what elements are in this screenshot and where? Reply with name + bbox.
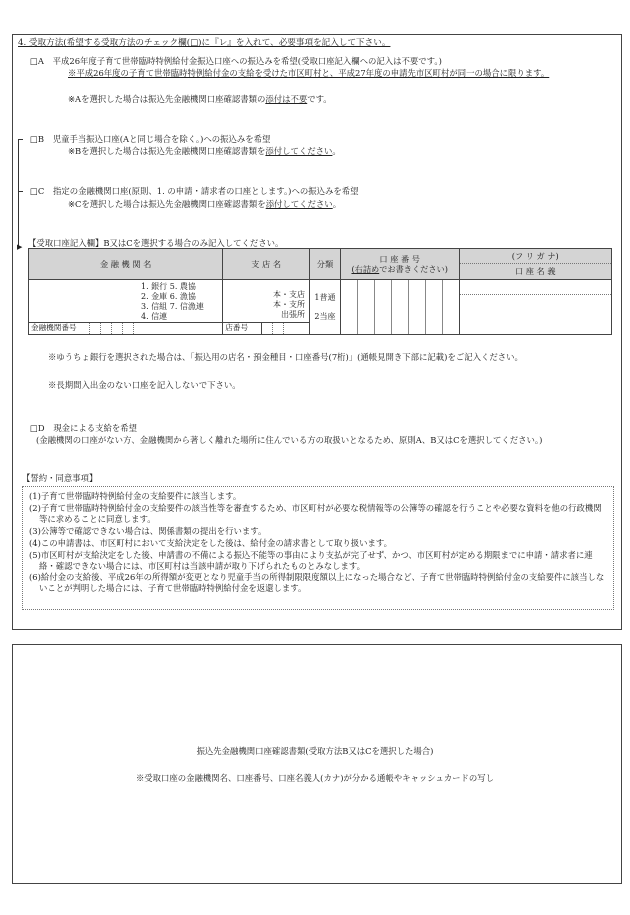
section-title: 4. 受取方法(希望する受取方法のチェック欄(□)に『レ』を入れて、必要事項を記入して下さい。 xyxy=(18,38,391,48)
account-section-title: 【受取口座記入欄】B又はCを選択する場合のみ記入してください。 xyxy=(28,238,284,248)
option-b[interactable] xyxy=(30,134,270,145)
branch-type-list: 本・支店 本・支所 出張所 xyxy=(273,290,305,319)
option-c-note: ※Cを選択した場合は振込先金融機関口座確認書類を添付してください。 xyxy=(68,199,342,209)
note-long-unused: ※長期間入出金のない口座を記入しないで下さい。 xyxy=(48,380,241,390)
option-b-label: 児童手当振込口座(Aと同じ場合を除く。)への振込みを希望 xyxy=(52,134,271,144)
option-c-label: 指定の金融機関口座(原則、1. の申請・請求者の口座とします。)への振込みを希望 xyxy=(53,186,359,196)
option-d-checkbox[interactable]: □D xyxy=(30,423,45,433)
bracket-arrow: ▶ xyxy=(17,243,23,251)
option-c[interactable] xyxy=(30,186,358,197)
bracket-tick-b xyxy=(18,139,23,140)
pledge-box xyxy=(22,486,614,610)
account-type-current[interactable]: 2当座 xyxy=(314,312,336,321)
option-d-label: 現金による支給を希望 xyxy=(53,423,138,433)
option-a-checkbox[interactable]: □A xyxy=(30,56,44,66)
bank-name-cell[interactable] xyxy=(29,280,223,335)
branch-name-cell[interactable] xyxy=(223,280,310,335)
attachment-note: ※受取口座の金融機関名、口座番号、口座名義人(カナ)が分かる通帳やキャッシュカードの写し xyxy=(135,773,495,783)
bank-type-list: 1. 銀行 5. 農協 2. 金庫 6. 漁協 3. 信組 7. 信漁連 4. 信連 xyxy=(141,282,204,321)
col-number-header: 口 座 番 号 (右詰めでお書きください) xyxy=(340,249,459,280)
account-number-cell[interactable] xyxy=(340,280,459,335)
option-c-checkbox[interactable]: □C xyxy=(30,186,45,196)
attachment-frame xyxy=(12,644,622,884)
option-d[interactable] xyxy=(30,423,137,434)
attachment-title: 振込先金融機関口座確認書類(受取方法B又はCを選択した場合) xyxy=(196,746,434,756)
holder-name-field[interactable] xyxy=(460,295,612,334)
col-holder-header: (フ リ ガ ナ) 口 座 名 義 xyxy=(459,249,612,280)
option-a-label: 平成26年度子育て世帯臨時特例給付金振込口座への振込みを希望(受取口座記入欄への記入は不要です。) xyxy=(52,56,442,66)
col-bank-header: 金 融 機 関 名 xyxy=(29,249,223,280)
option-a-note-2: ※Aを選択した場合は振込先金融機関口座確認書類の添付は不要です。 xyxy=(68,94,332,104)
pledge-item: (3)公簿等で確認できない場合は、関係書類の提出を行います。 xyxy=(29,525,267,536)
branch-code-row[interactable]: 店番号 xyxy=(223,322,309,334)
option-b-note: ※Bを選択した場合は振込先金融機関口座確認書類を添付してください。 xyxy=(68,146,341,156)
bank-code-row[interactable]: 金融機関番号 xyxy=(29,322,222,334)
pledge-item: (5)市区町村が支給決定をした後、申請書の不備による振込不能等の事由により支払が完了せず、かつ、市区町村が定める期限までに申請・請求者に連絡・確認できない場合には、市区町村は当該申請が取り下げられたものとみなします。 xyxy=(29,549,593,571)
pledge-item: (4)この申請書は、市区町村において支給決定をした後は、給付金の請求書として取り扱います。 xyxy=(29,537,392,548)
col-type-header: 分類 xyxy=(310,249,341,280)
col-branch-header: 支 店 名 xyxy=(223,249,310,280)
note-yucho: ※ゆうちょ銀行を選択された場合は、「振込用の店名・預金種目・口座番号(7桁)」(通帳見開き下部に記載)をご記入ください。 xyxy=(48,352,523,362)
option-bracket xyxy=(18,139,19,247)
pledge-title: 【誓約・同意事項】 xyxy=(22,473,98,483)
pledge-item: (1)子育て世帯臨時特例給付金の支給要件に該当します。 xyxy=(29,491,242,501)
option-d-note: (金融機関の口座がない方、金融機関から著しく離れた場所に住んでいる方の取扱いとなるため、原則A、B又はCを選択してください。) xyxy=(36,435,543,445)
bracket-tick-c xyxy=(18,191,23,192)
account-type-ordinary[interactable]: 1普通 xyxy=(314,292,336,302)
option-a[interactable] xyxy=(30,56,442,67)
account-holder-cell[interactable] xyxy=(459,280,612,335)
account-type-cell[interactable] xyxy=(310,280,341,335)
account-table xyxy=(28,248,612,335)
pledge-item: (6)給付金の支給後、平成26年の所得額が変更となり児童手当の所得制限限度額以上になった場合など、子育て世帯臨時特例給付金の支給要件に該当しないことが判明した場合には、子育て世帯臨時特例給付金を返還します。 xyxy=(29,572,605,594)
option-b-checkbox[interactable]: □B xyxy=(30,134,45,144)
option-a-note-1: ※平成26年度の子育て世帯臨時特例給付金の支給を受けた市区町村と、平成27年度の申請先市区町村が同一の場合に限ります。 xyxy=(68,68,550,78)
pledge-item: (2)子育て世帯臨時特例給付金の支給要件の該当性等を審査するため、市区町村が必要な税情報等の公簿等の確認を行うことや必要な資料を他の行政機関等に求めることに同意します。 xyxy=(29,502,602,524)
holder-kana-field[interactable] xyxy=(460,280,612,295)
